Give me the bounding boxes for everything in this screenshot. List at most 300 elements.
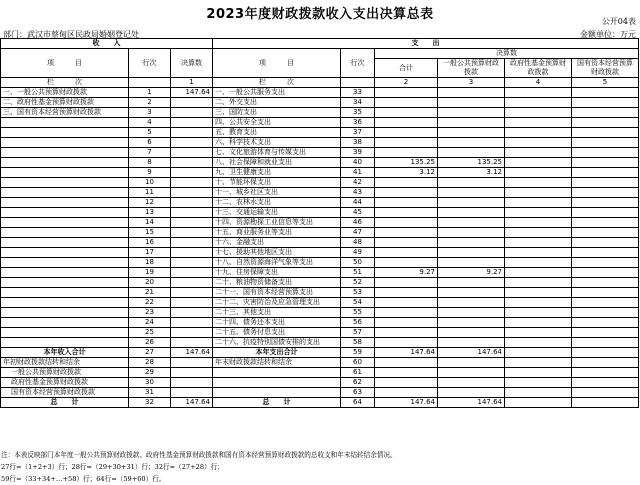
expense-item: 二十二、灾害防治及应急管理支出 (213, 298, 341, 308)
income-amount (171, 158, 213, 168)
expense-gov-fund (505, 358, 572, 368)
income-amount (171, 288, 213, 298)
table-row (1, 188, 639, 198)
expense-total (375, 178, 438, 188)
income-amount (171, 258, 213, 268)
expense-item (213, 378, 341, 388)
summary-row (1, 378, 639, 388)
expense-rowno-header: 行次 (341, 49, 375, 78)
expense-state-capital (572, 368, 639, 378)
income-amount (171, 138, 213, 148)
table-row (1, 118, 639, 128)
expense-row-no: 55 (341, 308, 375, 318)
expense-item: 总 计 (213, 398, 341, 408)
expense-total (375, 148, 438, 158)
expense-general (438, 258, 505, 268)
expense-total (375, 128, 438, 138)
expense-total: 147.64 (375, 348, 438, 358)
expense-row-no: 48 (341, 238, 375, 248)
expense-total (375, 378, 438, 388)
expense-item: 十九、住房保障支出 (213, 268, 341, 278)
expense-col-label: 栏 次 (213, 78, 341, 88)
expense-total: 135.25 (375, 158, 438, 168)
expense-gov-fund (505, 368, 572, 378)
expense-general (438, 248, 505, 258)
expense-gov-fund (505, 248, 572, 258)
expense-item: 九、卫生健康支出 (213, 168, 341, 178)
expense-item: 二十四、债务还本支出 (213, 318, 341, 328)
expense-gov-fund (505, 348, 572, 358)
expense-row-no: 53 (341, 288, 375, 298)
table-row (1, 298, 639, 308)
expense-gov-fund (505, 228, 572, 238)
table-row (1, 318, 639, 328)
income-amount: 147.64 (171, 348, 213, 358)
expense-state-capital (572, 278, 639, 288)
income-amount (171, 198, 213, 208)
income-row-no: 6 (129, 138, 171, 148)
expense-total (375, 288, 438, 298)
expense-row-no: 61 (341, 368, 375, 378)
expense-gov-fund (505, 178, 572, 188)
expense-state-capital (572, 118, 639, 128)
expense-item: 二十、粮油物资储备支出 (213, 278, 341, 288)
expense-general (438, 378, 505, 388)
expense-total: 9.27 (375, 268, 438, 278)
income-item (1, 308, 129, 318)
income-row-no: 5 (129, 128, 171, 138)
income-item (1, 158, 129, 168)
expense-item: 十一、城乡社区支出 (213, 188, 341, 198)
income-item (1, 148, 129, 158)
income-item (1, 228, 129, 238)
expense-row-no: 38 (341, 138, 375, 148)
expense-total (375, 278, 438, 288)
income-row-no: 30 (129, 378, 171, 388)
expense-general (438, 98, 505, 108)
summary-row (1, 358, 639, 368)
expense-general (438, 228, 505, 238)
income-row-no: 25 (129, 328, 171, 338)
expense-gov-fund (505, 308, 572, 318)
expense-gov-fund (505, 378, 572, 388)
unit-label: 金额单位：万元 (580, 30, 636, 39)
expense-total (375, 218, 438, 228)
income-row-no: 32 (129, 398, 171, 408)
income-item: 年初财政拨款结转和结余 (1, 358, 129, 368)
expense-total: 3.12 (375, 168, 438, 178)
income-item (1, 248, 129, 258)
expense-state-capital (572, 308, 639, 318)
expense-row-no: 51 (341, 268, 375, 278)
income-amount (171, 228, 213, 238)
income-row-no: 24 (129, 318, 171, 328)
income-row-no: 31 (129, 388, 171, 398)
expense-state-capital (572, 328, 639, 338)
income-item (1, 278, 129, 288)
income-row-no: 3 (129, 108, 171, 118)
income-row-no: 2 (129, 98, 171, 108)
income-amount (171, 128, 213, 138)
expense-gov-fund (505, 128, 572, 138)
expense-item: 十八、自然资源海洋气象等支出 (213, 258, 341, 268)
expense-general: 9.27 (438, 268, 505, 278)
table-row (1, 278, 639, 288)
income-item (1, 138, 129, 148)
income-item (1, 168, 129, 178)
expense-total (375, 88, 438, 98)
expense-item-header: 项 目 (213, 49, 341, 78)
department-label: 部门：武汉市蔡甸区民政局婚姻登记处 (3, 30, 139, 39)
expense-total (375, 308, 438, 318)
table-row (1, 218, 639, 228)
expense-row-no: 60 (341, 358, 375, 368)
table-row (1, 98, 639, 108)
expense-gov-fund (505, 88, 572, 98)
expense-row-no: 46 (341, 218, 375, 228)
income-amount (171, 248, 213, 258)
expense-total (375, 188, 438, 198)
expense-row-no: 43 (341, 188, 375, 198)
expense-row-no: 45 (341, 208, 375, 218)
income-row-no: 14 (129, 218, 171, 228)
income-amount (171, 318, 213, 328)
expense-state-capital (572, 258, 639, 268)
expense-general (438, 358, 505, 368)
income-row-no: 29 (129, 368, 171, 378)
expense-item: 十五、商业服务业等支出 (213, 228, 341, 238)
expense-gov-fund (505, 338, 572, 348)
budget-table (0, 38, 639, 408)
expense-row-no: 56 (341, 318, 375, 328)
expense-total (375, 138, 438, 148)
expense-row-no: 63 (341, 388, 375, 398)
expense-general (438, 208, 505, 218)
table-row (1, 178, 639, 188)
income-item: 本年收入合计 (1, 348, 129, 358)
table-row (1, 158, 639, 168)
expense-general (438, 108, 505, 118)
expense-gov-fund (505, 318, 572, 328)
expense-item: 年末财政拨款结转和结余 (213, 358, 341, 368)
table-row (1, 138, 639, 148)
expense-state-capital (572, 248, 639, 258)
income-item (1, 128, 129, 138)
expense-general (438, 368, 505, 378)
income-row-no: 12 (129, 198, 171, 208)
expense-general: 147.64 (438, 398, 505, 408)
income-amount (171, 208, 213, 218)
income-item (1, 268, 129, 278)
income-item: 三、国有资本经营预算财政拨款 (1, 108, 129, 118)
expense-gov-fund (505, 238, 572, 248)
expense-state-capital (572, 178, 639, 188)
table-row (1, 228, 639, 238)
expense-row-no: 59 (341, 348, 375, 358)
expense-total (375, 108, 438, 118)
expense-state-capital (572, 378, 639, 388)
income-row-no: 18 (129, 258, 171, 268)
gov-fund-header: 政府性基金预算财政拨款 (505, 59, 572, 78)
income-row-no: 13 (129, 208, 171, 218)
expense-row-no: 57 (341, 328, 375, 338)
income-item-header: 项 目 (1, 49, 129, 78)
income-item (1, 208, 129, 218)
expense-gov-fund (505, 398, 572, 408)
table-row (1, 268, 639, 278)
income-item (1, 328, 129, 338)
income-amount: 147.64 (171, 398, 213, 408)
expense-col-3: 3 (438, 78, 505, 88)
expense-state-capital (572, 358, 639, 368)
expense-gov-fund (505, 218, 572, 228)
expense-row-no: 44 (341, 198, 375, 208)
general-header: 一般公共预算财政拨款 (438, 59, 505, 78)
footnotes (1, 449, 639, 485)
income-amount (171, 118, 213, 128)
expense-row-no: 50 (341, 258, 375, 268)
summary-row (1, 388, 639, 398)
expense-row-no: 62 (341, 378, 375, 388)
expense-total (375, 98, 438, 108)
income-item: 二、政府性基金预算财政拨款 (1, 98, 129, 108)
expense-total (375, 368, 438, 378)
expense-gov-fund (505, 278, 572, 288)
expense-general (438, 218, 505, 228)
expense-state-capital (572, 318, 639, 328)
expense-general (438, 288, 505, 298)
expense-item: 十二、农林水支出 (213, 198, 341, 208)
total-header: 合计 (375, 59, 438, 78)
expense-item: 四、公共安全支出 (213, 118, 341, 128)
expense-total (375, 248, 438, 258)
income-item (1, 238, 129, 248)
expense-state-capital (572, 238, 639, 248)
income-row-no: 16 (129, 238, 171, 248)
income-amount (171, 358, 213, 368)
income-row-no: 4 (129, 118, 171, 128)
expense-item: 十、节能环保支出 (213, 178, 341, 188)
expense-general (438, 188, 505, 198)
expense-total (375, 318, 438, 328)
expense-row-no: 47 (341, 228, 375, 238)
expense-general: 3.12 (438, 168, 505, 178)
expense-state-capital (572, 98, 639, 108)
income-amount (171, 218, 213, 228)
table-row (1, 108, 639, 118)
table-row (1, 248, 639, 258)
expense-row-no: 33 (341, 88, 375, 98)
income-amount (171, 178, 213, 188)
expense-general (438, 128, 505, 138)
expense-col-4: 4 (505, 78, 572, 88)
expense-gov-fund (505, 98, 572, 108)
expense-state-capital (572, 208, 639, 218)
expense-state-capital (572, 128, 639, 138)
income-amount (171, 378, 213, 388)
expense-row-no: 49 (341, 248, 375, 258)
income-item: 总 计 (1, 398, 129, 408)
income-amount: 147.64 (171, 88, 213, 98)
expense-amount-header: 决算数 (375, 49, 639, 59)
expense-item: 本年支出合计 (213, 348, 341, 358)
expense-col-2: 2 (375, 78, 438, 88)
income-amount (171, 108, 213, 118)
expense-row-no: 39 (341, 148, 375, 158)
income-row-no: 7 (129, 148, 171, 158)
expense-state-capital (572, 108, 639, 118)
table-row (1, 308, 639, 318)
table-row (1, 168, 639, 178)
expense-state-capital (572, 398, 639, 408)
page-title: 2023年度财政拨款收入支出决算总表 (206, 7, 434, 22)
expense-gov-fund (505, 158, 572, 168)
income-row-no: 19 (129, 268, 171, 278)
income-amount (171, 268, 213, 278)
expense-row-no: 34 (341, 98, 375, 108)
expense-gov-fund (505, 138, 572, 148)
expense-item: 一、一般公共服务支出 (213, 88, 341, 98)
expense-state-capital (572, 288, 639, 298)
expense-item: 二十一、国有资本经营预算支出 (213, 288, 341, 298)
expense-row-no: 64 (341, 398, 375, 408)
income-amount (171, 388, 213, 398)
note-line: 注：本表反映部门本年度一般公共预算财政拨款、政府性基金预算财政拨款和国有资本经营预算财政拨款的总收支和年末结转结余情况。 (1, 451, 397, 459)
expense-total (375, 298, 438, 308)
expense-gov-fund (505, 108, 572, 118)
expense-state-capital (572, 148, 639, 158)
expense-header: 支 出 (213, 39, 639, 49)
income-amount (171, 308, 213, 318)
summary-row (1, 368, 639, 378)
income-row-no: 10 (129, 178, 171, 188)
income-row-no: 15 (129, 228, 171, 238)
income-amount (171, 278, 213, 288)
expense-item: 五、教育支出 (213, 128, 341, 138)
income-col-label: 栏 次 (1, 78, 129, 88)
expense-item: 六、科学技术支出 (213, 138, 341, 148)
table-row (1, 128, 639, 138)
expense-total (375, 208, 438, 218)
expense-state-capital (572, 348, 639, 358)
expense-general (438, 118, 505, 128)
expense-row-no: 41 (341, 168, 375, 178)
expense-general (438, 138, 505, 148)
table-row (1, 328, 639, 338)
expense-state-capital (572, 158, 639, 168)
income-item (1, 318, 129, 328)
income-amount (171, 328, 213, 338)
form-number: 公开04表 (601, 17, 636, 26)
expense-general: 147.64 (438, 348, 505, 358)
expense-gov-fund (505, 388, 572, 398)
income-amount (171, 188, 213, 198)
expense-state-capital (572, 228, 639, 238)
income-amount-header: 决算数 (171, 49, 213, 78)
note-line: 27行=（1+2+3）行；28行=（29+30+31）行；32行=（27+28）行； (1, 463, 224, 471)
expense-general: 135.25 (438, 158, 505, 168)
income-amount (171, 338, 213, 348)
income-item (1, 288, 129, 298)
expense-row-no: 35 (341, 108, 375, 118)
expense-general (438, 328, 505, 338)
expense-item: 七、文化旅游体育与传媒支出 (213, 148, 341, 158)
table-row (1, 88, 639, 98)
expense-total (375, 198, 438, 208)
expense-item: 十七、援助其他地区支出 (213, 248, 341, 258)
expense-total (375, 118, 438, 128)
income-item (1, 258, 129, 268)
income-row-no: 17 (129, 248, 171, 258)
expense-item: 十三、交通运输支出 (213, 208, 341, 218)
income-item: 一、一般公共预算财政拨款 (1, 88, 129, 98)
table-row (1, 198, 639, 208)
income-item (1, 198, 129, 208)
income-row-no: 28 (129, 358, 171, 368)
expense-gov-fund (505, 268, 572, 278)
income-item (1, 118, 129, 128)
expense-item: 十四、资源勘探工业信息等支出 (213, 218, 341, 228)
expense-row-no: 36 (341, 118, 375, 128)
income-row-no: 11 (129, 188, 171, 198)
income-amount (171, 98, 213, 108)
expense-state-capital (572, 188, 639, 198)
expense-gov-fund (505, 118, 572, 128)
income-item: 一般公共预算财政拨款 (1, 368, 129, 378)
expense-gov-fund (505, 298, 572, 308)
income-row-no: 20 (129, 278, 171, 288)
table-row (1, 238, 639, 248)
expense-general (438, 308, 505, 318)
income-row-no: 26 (129, 338, 171, 348)
summary-row (1, 348, 639, 358)
table-row (1, 338, 639, 348)
income-row-no: 1 (129, 88, 171, 98)
expense-row-no: 37 (341, 128, 375, 138)
expense-state-capital (572, 168, 639, 178)
expense-state-capital (572, 198, 639, 208)
expense-gov-fund (505, 258, 572, 268)
expense-general (438, 178, 505, 188)
expense-item: 二十五、债务付息支出 (213, 328, 341, 338)
income-item: 政府性基金预算财政拨款 (1, 378, 129, 388)
expense-state-capital (572, 218, 639, 228)
expense-total (375, 358, 438, 368)
expense-col-5: 5 (572, 78, 639, 88)
income-header: 收 入 (1, 39, 213, 49)
expense-total (375, 228, 438, 238)
income-amount (171, 238, 213, 248)
expense-general (438, 278, 505, 288)
expense-item: 三、国防支出 (213, 108, 341, 118)
expense-total (375, 238, 438, 248)
income-row-no: 23 (129, 308, 171, 318)
income-amount (171, 298, 213, 308)
expense-item: 二、外交支出 (213, 98, 341, 108)
income-amount (171, 368, 213, 378)
expense-gov-fund (505, 198, 572, 208)
income-row-no: 27 (129, 348, 171, 358)
income-item: 国有资本经营预算财政拨款 (1, 388, 129, 398)
expense-total (375, 338, 438, 348)
expense-gov-fund (505, 288, 572, 298)
expense-row-no: 52 (341, 278, 375, 288)
expense-total: 147.64 (375, 398, 438, 408)
expense-state-capital (572, 88, 639, 98)
expense-row-no: 42 (341, 178, 375, 188)
table-row (1, 208, 639, 218)
expense-state-capital (572, 298, 639, 308)
